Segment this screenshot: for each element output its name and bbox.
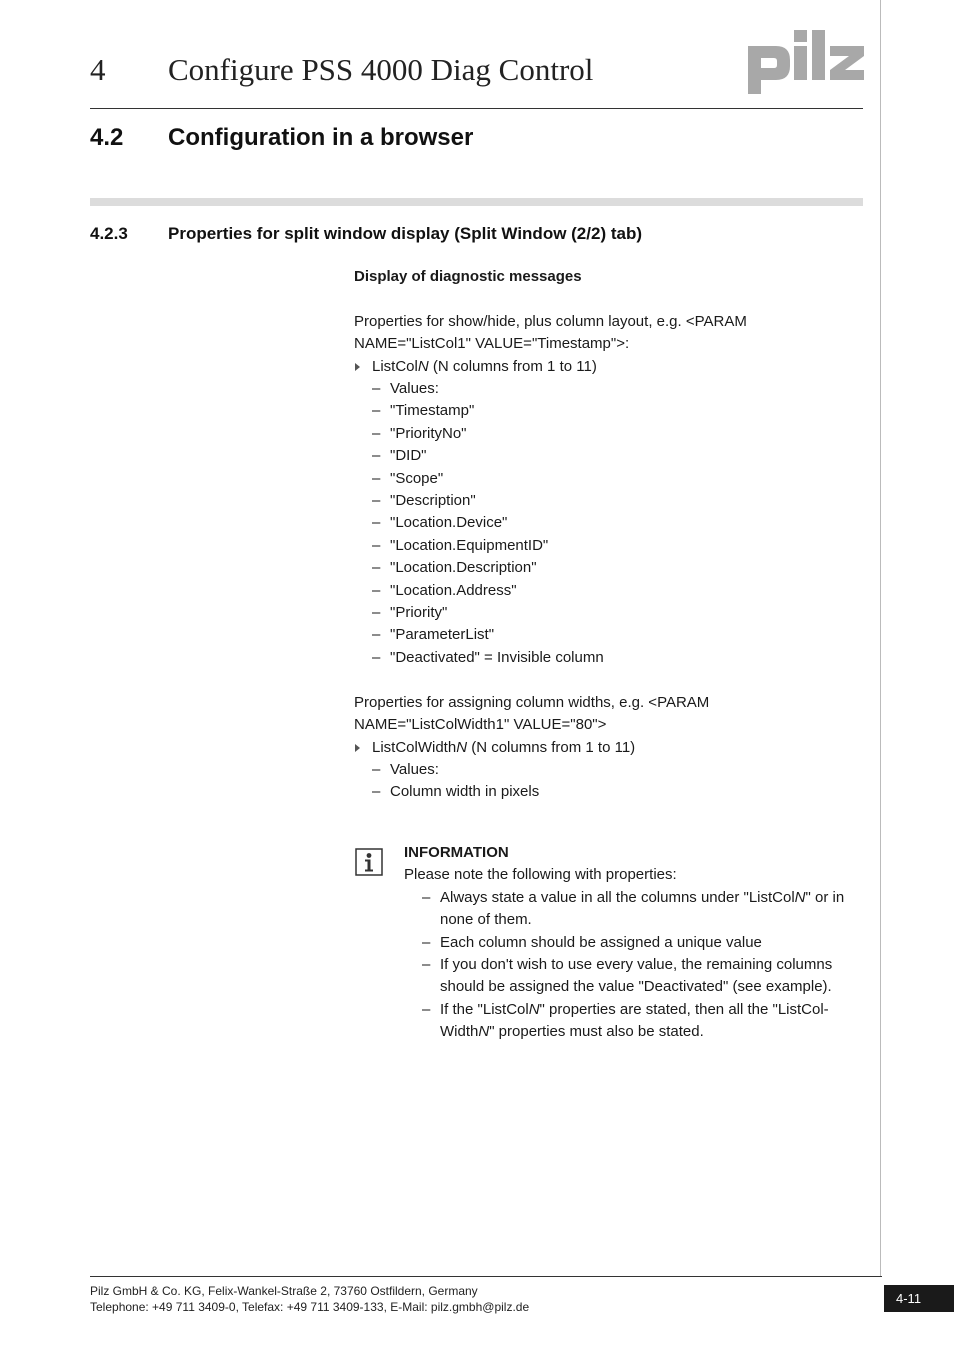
info-item: – Always state a value in all the columns under "ListColN" or in none of them. [422, 888, 845, 929]
list-item: – "DID" [372, 447, 427, 465]
list-item: – "Location.Description" [372, 559, 537, 577]
list-item: – "Deactivated" = Invisible column [372, 648, 604, 666]
list-item: – "Timestamp" [372, 402, 475, 420]
para1-line1: Properties for show/hide, plus column layout, e.g. <PARAM [354, 312, 747, 330]
section-divider-band [90, 198, 863, 206]
list-item-text: Values: [390, 760, 439, 778]
info-italic: N [478, 1023, 490, 1041]
list-item: – "Location.Address" [372, 581, 517, 599]
footer-rule [90, 1276, 882, 1277]
list-item-text: "Priority" [390, 604, 448, 622]
values-list [354, 378, 864, 669]
list-item-text: "Deactivated" = Invisible column [390, 648, 604, 666]
main-content [354, 266, 864, 804]
width-list [354, 759, 864, 804]
list-item-text: "PriorityNo" [390, 424, 467, 442]
info-text: If the "ListCol [440, 1000, 529, 1018]
list-item: – Values: [372, 380, 439, 398]
list-item-text: "Scope" [390, 469, 444, 487]
content-heading: Display of diagnostic messages [354, 268, 582, 285]
list-item-text: Column width in pixels [390, 783, 540, 801]
bullet-text: (N columns from 1 to 11) [428, 357, 597, 375]
list-item-text: "Description" [390, 492, 476, 510]
list-item-text: "Location.EquipmentID" [390, 536, 549, 554]
chapter-title: Configure PSS 4000 Diag Control [168, 52, 594, 87]
bullet-italic: N [417, 357, 429, 375]
info-icon [355, 848, 383, 876]
section-title: Configuration in a browser [168, 124, 474, 151]
info-title: INFORMATION [404, 844, 509, 861]
section-number: 4.2 [90, 124, 124, 151]
info-italic: N [528, 1000, 540, 1018]
list-item-text: "DID" [390, 447, 427, 465]
bullet-triangle-icon [355, 363, 360, 371]
header-rule [90, 108, 863, 109]
bullet-text: ListCol [372, 357, 418, 375]
footer-contact: Telephone: +49 711 3409-0, Telefax: +49 711 3409-133, E-Mail: pilz.gmbh@pilz.de [90, 1300, 530, 1314]
list-item: – "PriorityNo" [372, 424, 467, 442]
info-item: – Each column should be assigned a unique value [422, 933, 762, 951]
list-item: – "Location.Device" [372, 514, 508, 532]
info-italic: N [794, 888, 806, 906]
bullet-italic: N [456, 738, 468, 756]
list-item: – "Location.EquipmentID" [372, 536, 549, 554]
info-text: " or in none of them. [440, 888, 845, 929]
footer [90, 1283, 529, 1315]
info-text: " properties must also be stated. [489, 1023, 704, 1041]
subsection-number: 4.2.3 [90, 224, 128, 243]
list-item: – "ParameterList" [372, 626, 495, 644]
list-item-text: Values: [390, 380, 439, 398]
list-item-text: "Timestamp" [390, 402, 475, 420]
subsection-title: Properties for split window display (Split Window (2/2) tab) [168, 224, 642, 243]
para2-line1: Properties for assigning column widths, e.g. <PARAM [354, 693, 710, 711]
para1-line2: NAME="ListCol1" VALUE="Timestamp">: [354, 335, 630, 353]
chapter-number: 4 [90, 52, 106, 87]
right-margin-rule [880, 0, 881, 1276]
bullet-listcol [354, 356, 864, 378]
info-text: Each column should be assigned a unique value [440, 933, 762, 951]
footer-address: Pilz GmbH & Co. KG, Felix-Wankel-Straße 2, 73760 Ostfildern, Germany [90, 1284, 478, 1298]
info-text: Always state a value in all the columns under "ListCol [440, 888, 795, 906]
bullet-text: (N columns from 1 to 11) [467, 738, 636, 756]
bullet-triangle-icon [355, 744, 360, 752]
list-item: – "Priority" [372, 604, 448, 622]
list-item: – Column width in pixels [372, 783, 540, 801]
pilz-logo [746, 28, 866, 96]
para2-line2: NAME="ListColWidth1" VALUE="80"> [354, 716, 607, 734]
information-box [404, 842, 864, 1044]
list-item: – "Description" [372, 492, 476, 510]
info-text: " properties are stated, then all the "ListCol-Width [440, 1000, 829, 1041]
info-text: If you don't wish to use every value, the remaining columns should be assigned the value "Deactivated" (see example). [440, 956, 833, 996]
info-intro: Please note the following with properties: [404, 866, 677, 884]
bullet-text: ListColWidth [372, 738, 457, 756]
bullet-listcolwidth [354, 737, 864, 759]
list-item-text: "Location.Device" [390, 514, 508, 532]
info-item: – If the "ListColN" properties are stated, then all the "ListCol-WidthN" properties must also be stated. [422, 1000, 829, 1041]
list-item: – Values: [372, 760, 439, 778]
info-item: – If you don't wish to use every value, the remaining columns should be assigned the value "Deactivated" (see example). [422, 956, 833, 996]
list-item-text: "Location.Description" [390, 559, 537, 577]
list-item: – "Scope" [372, 469, 444, 487]
list-item-text: "ParameterList" [390, 626, 495, 644]
page-number: 4-11 [884, 1285, 954, 1312]
list-item-text: "Location.Address" [390, 581, 517, 599]
